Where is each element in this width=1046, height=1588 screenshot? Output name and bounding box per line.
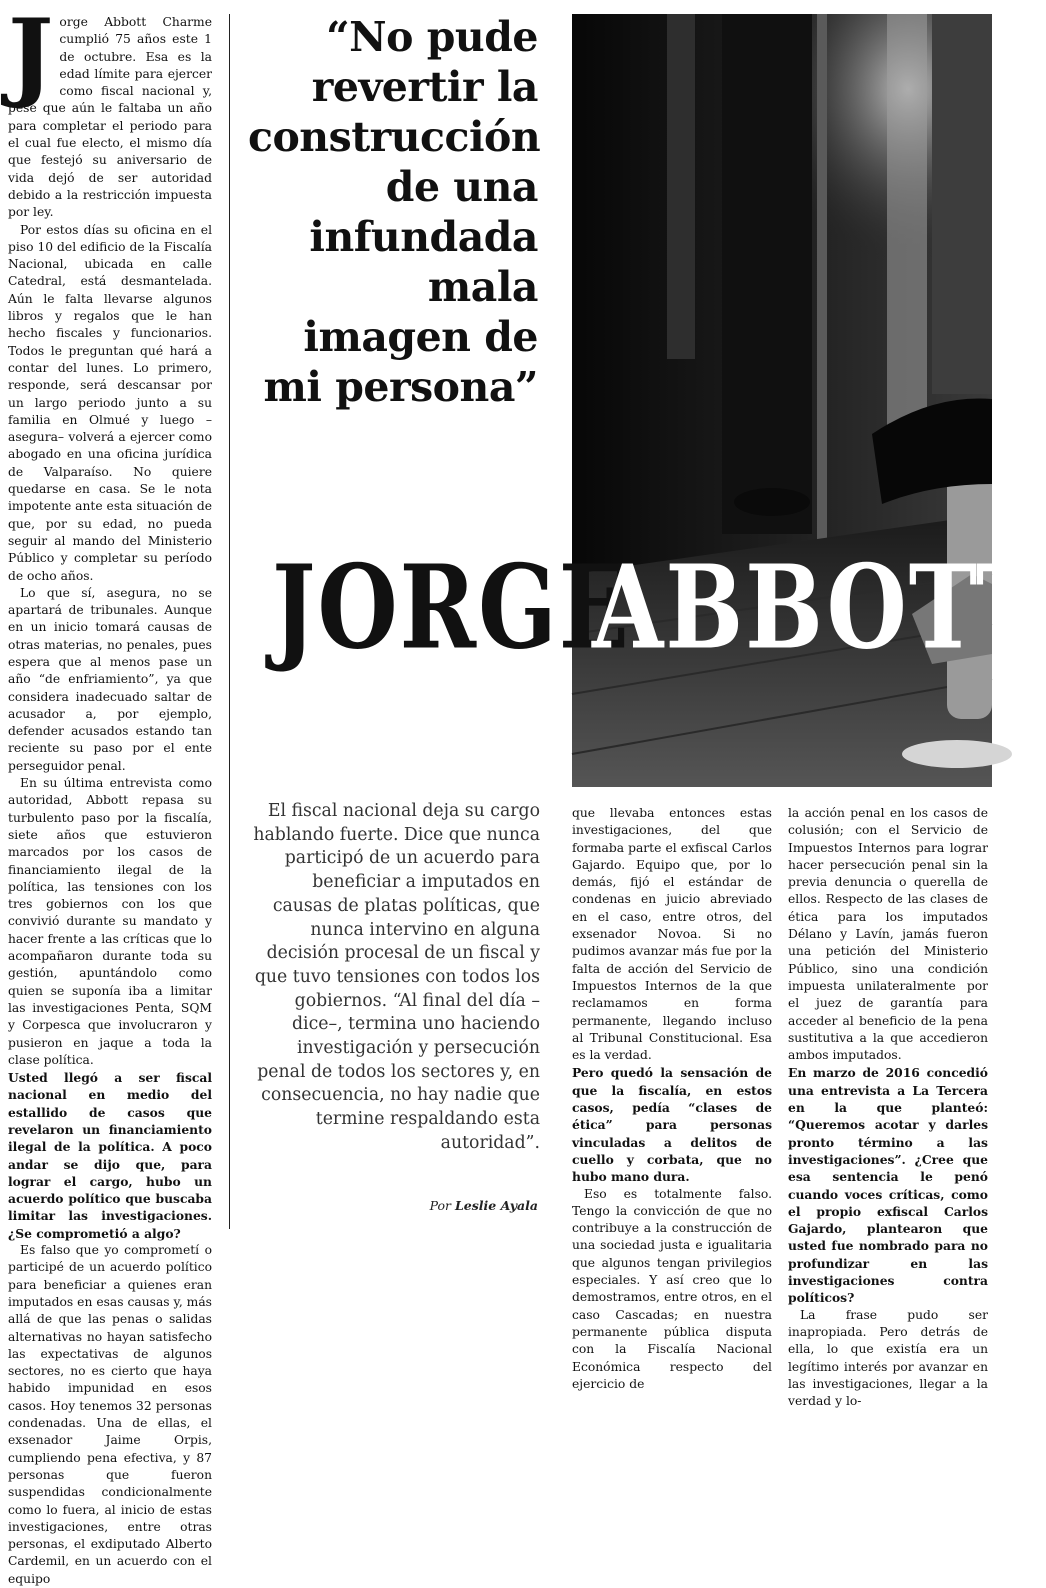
paragraph: Eso es totalmente falso. Tengo la convicción de que no contribuye a la construcción de una sociedad justa e igualitaria que algunos tengan privilegios especiales. Y así creo que lo demostramos, entre otros, en el caso Cascadas; en nuestra permanente pública disputa con la Fiscalía Nacional Económica respecto del ejercicio de (572, 1186, 772, 1391)
paragraph: que llevaba entonces estas investigaciones, del que formaba parte el exfiscal Carlos Gajardo. Equipo que, por lo demás, fijó el estándar de condenas en juicio abreviado en el caso, entre otros, del exsenador Novoa. Si no pudimos avanzar más fue por la falta de acción del Servicio de Impuestos Internos de la que reclamamos en forma permanente, llegando incluso al Tribunal Constitucional. Esa es la verdad. (572, 806, 772, 1063)
name-title-last: ABBOTT (592, 540, 1046, 675)
interview-question: Pero quedó la sensación de que la fiscalía, en estos casos, pedía “clases de ética” para personas vinculadas a delitos de cuello y corbata, que no hubo mano dura. (572, 1065, 772, 1185)
headline-quote: “No pude revertir la construcción de una infundada mala imagen de mi persona” (248, 13, 541, 411)
paragraph: La frase pudo ser inapropiada. Pero detrás de ella, lo que existía era un legítimo interés por avanzar en las investigaciones, llegar a la verdad y lo- (788, 1307, 988, 1409)
byline (248, 1198, 538, 1213)
article-column-3 (572, 805, 772, 1391)
paragraph: la acción penal en los casos de colusión; con el Servicio de Impuestos Internos para lograr hacer persecución penal sin la previa denuncia o querella de ellos. Respecto de las clases de ética para los imputados Délano y Lavín, jamás fueron una petición del Ministerio Público, sino una condición impuesta unilateralmente por el juez de garantía para acceder al beneficio de la pena sustitutiva a la que accedieron ambos imputados. (788, 806, 988, 1063)
byline-prefix: Por (429, 1198, 452, 1213)
interview-question: En marzo de 2016 concedió una entrevista a La Tercera en la que planteó: “Queremos acotar y darles pronto término a las investigaciones”. ¿Cree que esa sentencia le penó cuando voces críticas, como el propio exfiscal Carlos Gajardo, plantearon que usted fue nombrado para no profundizar en las investigaciones contra políticos? (788, 1065, 988, 1306)
column-divider (229, 14, 230, 1229)
article-column-1 (8, 0, 212, 1586)
paragraph: Es falso que yo comprometí o participé de un acuerdo político para beneficiar a quienes eran imputados en esas causas y, más allá de que las penas o salidas alternativas no hayan satisfecho las expectativas de algunos sectores, no es cierto que haya habido impunidad en esos casos. Hoy tenemos 32 personas condenadas. Una de ellas, el exsenador Jaime Orpis, cumpliendo pena efectiva, y 87 personas que fueron suspendidas condicionalmente como lo fuera, al inicio de estas investigaciones, entre otras personas, el exdiputado Alberto Cardemil, en un acuerdo con el equipo (8, 1243, 212, 1586)
lede-standfirst: El fiscal nacional deja su cargo hablando fuerte. Dice que nunca participó de un acuerdo para beneficiar a imputados en causas de platas políticas, que nunca intervino en alguna decisión procesal de un fiscal y que tuvo tensiones con todos los gobiernos. “Al final del día –dice–, termina uno haciendo investigación y persecución penal de todos los sectores y, en consecuencia, no hay nadie que termine respaldando esta autoridad”. (253, 801, 540, 1153)
name-title-first: JORGE (272, 540, 631, 675)
article-column-4 (788, 805, 988, 1409)
byline-author: Leslie Ayala (455, 1198, 538, 1213)
paragraph: Lo que sí, asegura, no se apartará de tribunales. Aunque en un inicio tomará causas de otras materias, no penales, pues espera que al menos pase un año “de enfriamiento”, ya que considera inadecuado saltar de acusador a, por ejemplo, defender acusados estando tan reciente su paso por el ente perseguidor penal. (8, 585, 212, 773)
interview-question: Usted llegó a ser fiscal nacional en medio del estallido de casos que revelaron un financiamiento ilegal de la política. A poco andar se dijo que, para lograr el cargo, hubo un acuerdo político que buscaba limitar las investigaciones. ¿Se comprometió a algo? (8, 1070, 212, 1241)
paragraph: Por estos días su oficina en el piso 10 del edificio de la Fiscalía Nacional, ubicada en calle Catedral, está desmantelada. Aún le falta llevarse algunos libros y regalos que le han hecho fiscales y funcionarios. Todos le preguntan qué hará a contar del lunes. Lo primero, responde, será descansar por un largo periodo junto a su familia en Olmué y luego –asegura– volverá a ejercer como abogado en una oficina jurídica de Valparaíso. No quiere quedarse en casa. Se le nota impotente ante esta situación de que, por su edad, no pueda seguir al mando del Ministerio Público y completar su período de ocho años. (8, 222, 212, 583)
paragraph: En su última entrevista como autoridad, Abbott repasa su turbulento paso por la fiscalía, siete años que estuvieron marcados por los casos de financiamiento ilegal de la política, las tensiones con los tres gobiernos con los que convivió durante su mandato y hacer frente a las críticas que lo acompañaron durante toda su gestión, apuntándolo como quien se suponía iba a limitar las investigaciones Penta, SQM y Corpesca que involucraron y pusieron en jaque a toda la clase política. (8, 776, 212, 1067)
drop-cap: J (8, 0, 54, 111)
paragraph: orge Abbott Charme cumplió 75 años este 1 de octubre. Esa es la edad límite para ejercer como fiscal nacional y, pese que aún le faltaba un año para completar el periodo para el cual fue electo, el mismo día que festejó su aniversario de vida dejó de ser autoridad debido a la restricción impuesta por ley. (8, 15, 212, 220)
